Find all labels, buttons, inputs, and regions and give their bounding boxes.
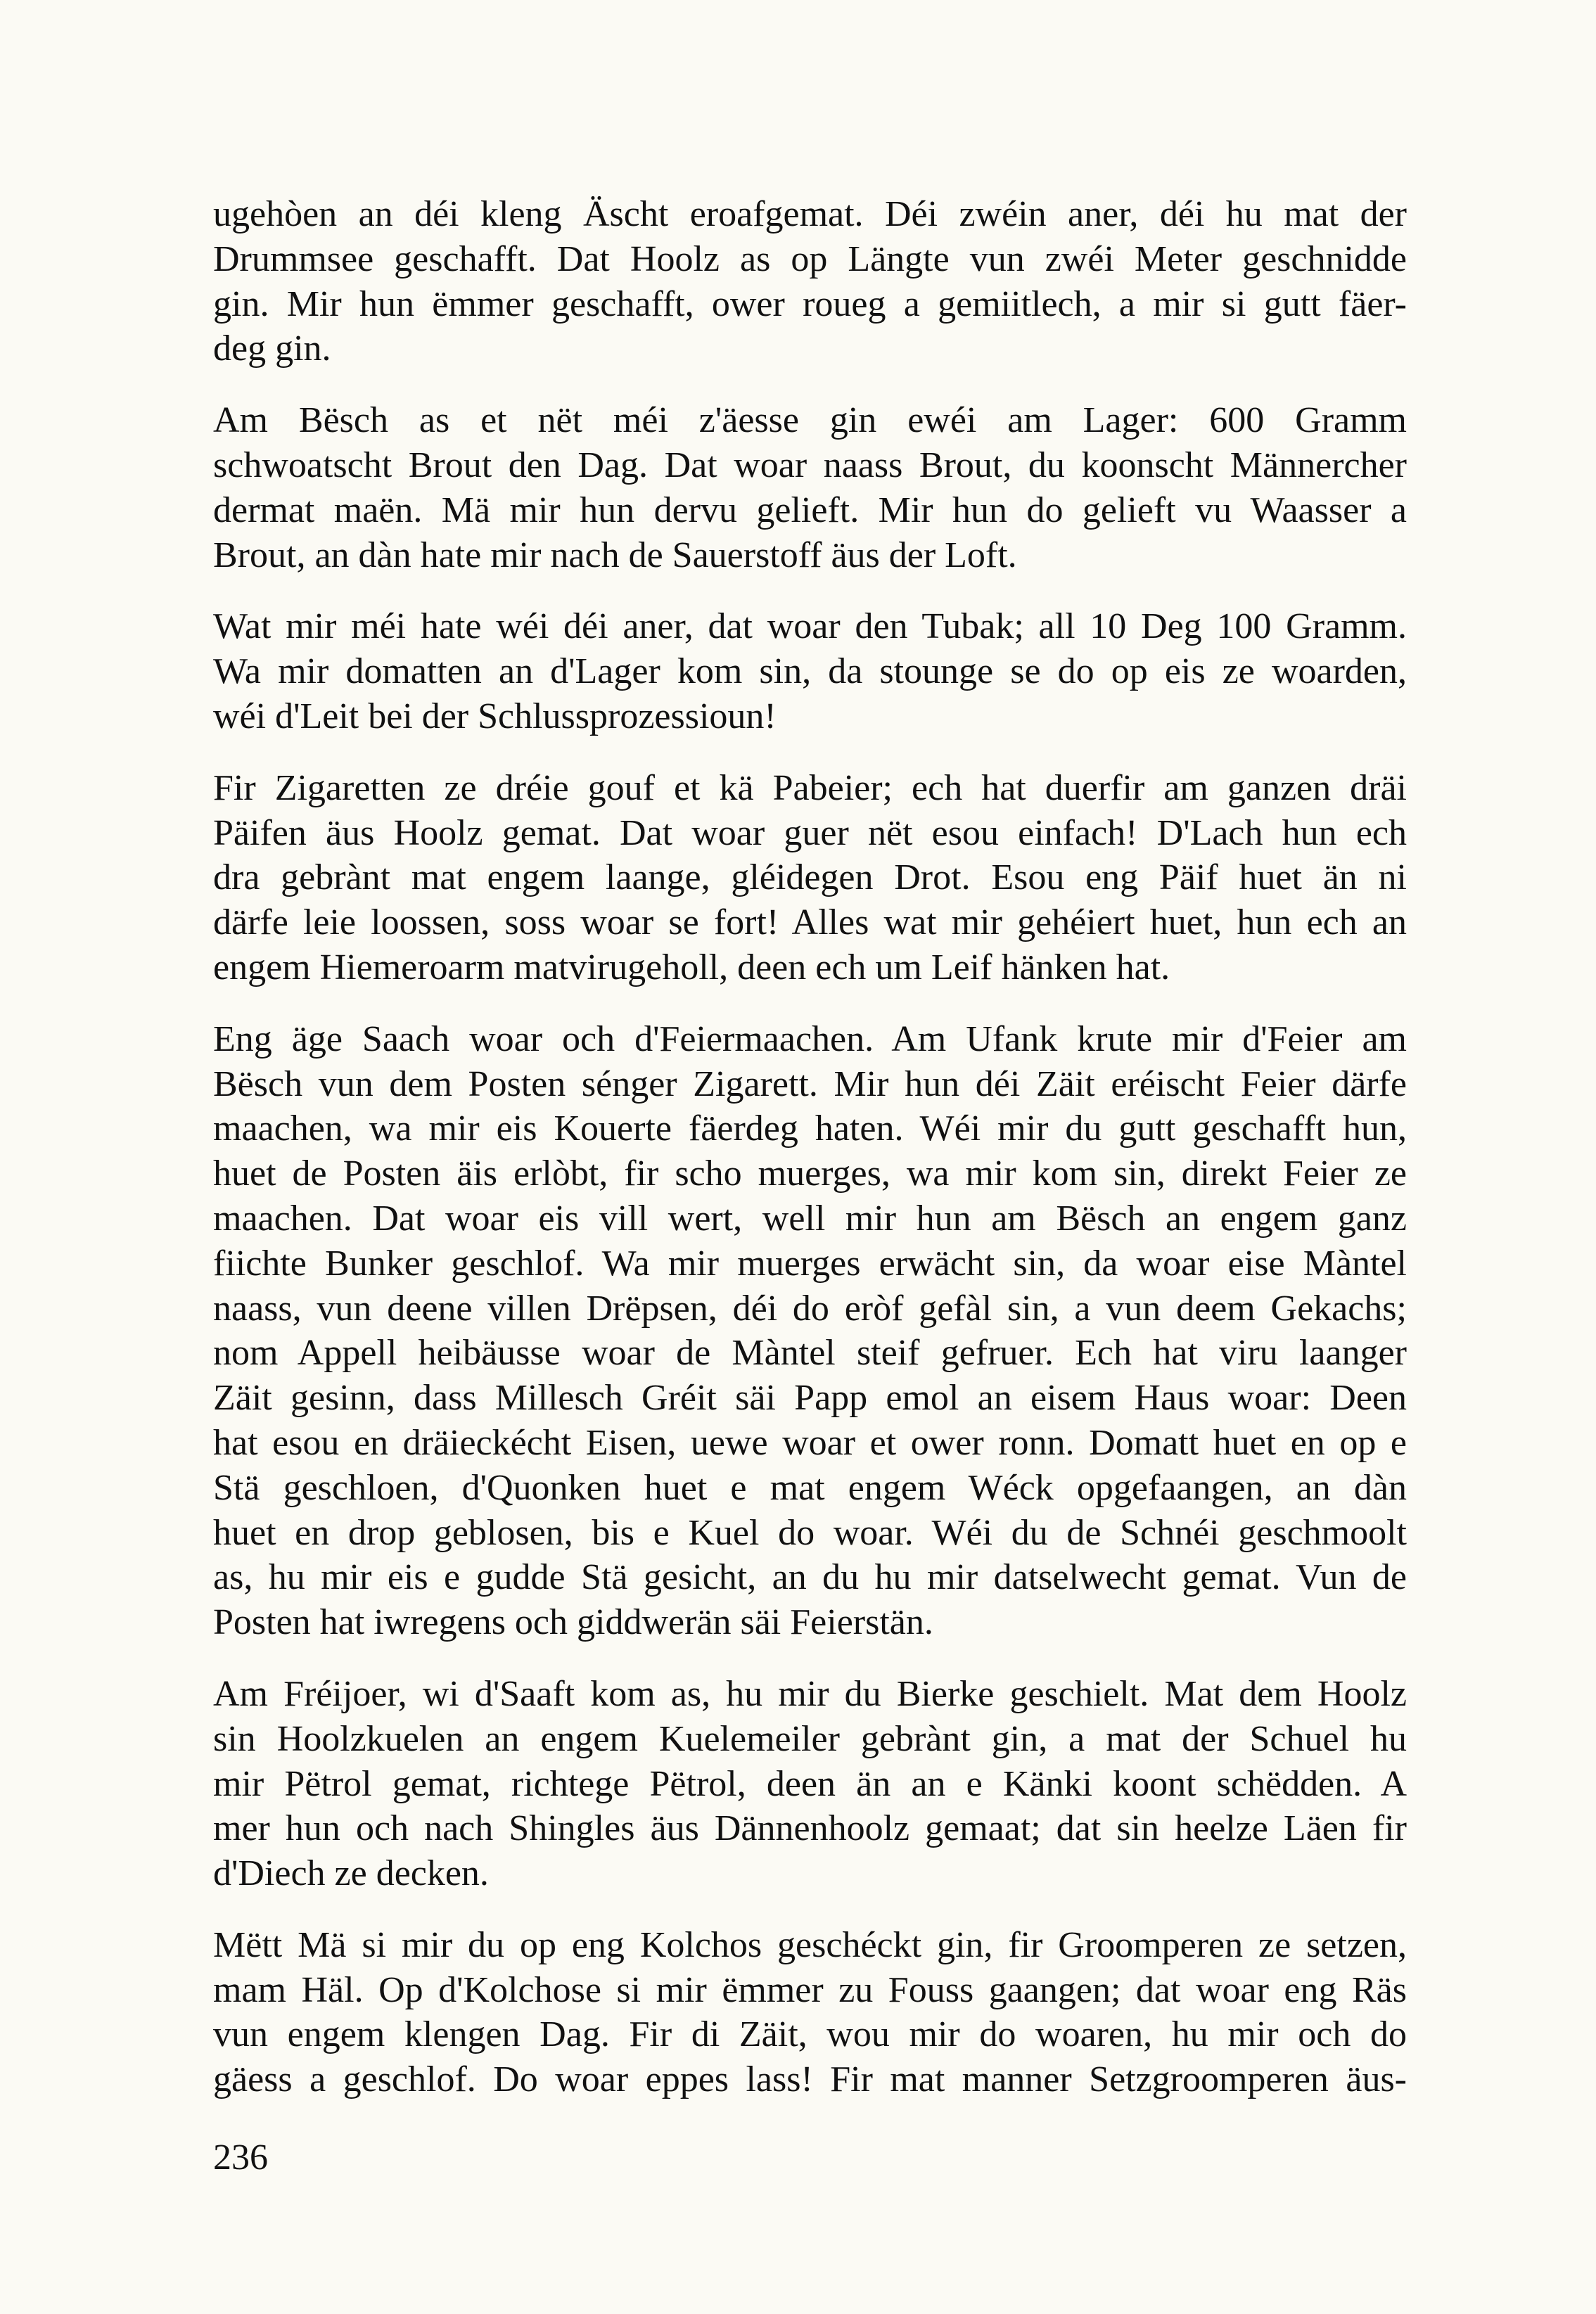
text-line: vun engem klengen Dag. Fir di Zäit, wou mir do woaren, hu mir och do <box>213 2014 1407 2055</box>
text-line: Stä geschloen, d'Quonken huet e mat engem Wéck opgefaangen, an dàn <box>213 1467 1407 1508</box>
paragraph <box>213 1923 1407 2102</box>
text-line: fiichte Bunker geschlof. Wa mir muerges erwächt sin, da woar eise Màntel <box>213 1243 1407 1284</box>
text-line: mer hun och nach Shingles äus Dännenhoolz gemaat; dat sin heelze Läen fir <box>213 1808 1407 1849</box>
text-line: nom Appell heibäusse woar de Màntel steif gefruer. Ech hat viru laanger <box>213 1333 1407 1374</box>
text-line: sin Hoolzkuelen an engem Kuelemeiler gebrànt gin, a mat der Schuel hu <box>213 1718 1407 1759</box>
text-line: maachen. Dat woar eis vill wert, well mir hun am Bësch an engem ganz <box>213 1198 1407 1239</box>
text-line: mir Pëtrol gemat, richtege Pëtrol, deen än an e Känki koont schëdden. A <box>213 1763 1407 1804</box>
text-line: huet de Posten äis erlòbt, fir scho muerges, wa mir kom sin, direkt Feier ze <box>213 1153 1407 1194</box>
paragraph <box>213 1672 1407 1896</box>
text-line: Brout, an dàn hate mir nach de Sauerstoff äus der Loft. <box>213 535 1017 575</box>
text-line: wéi d'Leit bei der Schlussprozessioun! <box>213 696 777 736</box>
text-line: naass, vun deene villen Drëpsen, déi do eròf gefàl sin, a vun deem Gekachs; <box>213 1288 1407 1329</box>
text-line: Am Bësch as et nët méi z'äesse gin ewéi am Lager: 600 Gramm <box>213 400 1407 441</box>
text-line: dra gebrànt mat engem laange, gléidegen Drot. Esou eng Päif huet än ni <box>213 857 1407 898</box>
text-line: deg gin. <box>213 328 331 369</box>
text-line: schwoatscht Brout den Dag. Dat woar naass Brout, du koonscht Männercher <box>213 445 1407 485</box>
text-line: huet en drop geblosen, bis e Kuel do woar. Wéi du de Schnéi geschmoolt <box>213 1512 1407 1553</box>
text-line: d'Diech ze decken. <box>213 1853 489 1894</box>
paragraph <box>213 192 1407 371</box>
text-line: hat esou en dräieckécht Eisen, uewe woar et ower ronn. Domatt huet en op e <box>213 1422 1407 1463</box>
text-line: maachen, wa mir eis Kouerte fäerdeg haten. Wéi mir du gutt geschafft hun, <box>213 1108 1407 1149</box>
text-line: Wat mir méi hate wéi déi aner, dat woar den Tubak; all 10 Deg 100 Gramm. <box>213 606 1407 647</box>
text-line: Fir Zigaretten ze dréie gouf et kä Pabeier; ech hat duerfir am ganzen dräi <box>213 767 1407 808</box>
text-line: gäess a geschlof. Do woar eppes lass! Fir mat manner Setzgroomperen äus- <box>213 2059 1407 2100</box>
text-line: Zäit gesinn, dass Millesch Gréit säi Papp emol an eisem Haus woar: Deen <box>213 1378 1407 1419</box>
text-line: Posten hat iwregens och giddwerän säi Feierstän. <box>213 1602 933 1643</box>
paragraph <box>213 1017 1407 1645</box>
text-line: gin. Mir hun ëmmer geschafft, ower roueg a gemiitlech, a mir si gutt fäer- <box>213 283 1407 324</box>
paragraph <box>213 398 1407 577</box>
text-line: Mëtt Mä si mir du op eng Kolchos geschéckt gin, fir Groomperen ze setzen, <box>213 1924 1407 1965</box>
text-line: Wa mir domatten an d'Lager kom sin, da stounge se do op eis ze woarden, <box>213 651 1407 692</box>
text-line: ugehòen an déi kleng Äscht eroafgemat. Déi zwéin aner, déi hu mat der <box>213 194 1407 234</box>
paragraph <box>213 766 1407 990</box>
text-line: mam Häl. Op d'Kolchose si mir ëmmer zu Fouss gaangen; dat woar eng Räs <box>213 1969 1407 2010</box>
text-line: Päifen äus Hoolz gemat. Dat woar guer nët esou einfach! D'Lach hun ech <box>213 812 1407 853</box>
text-line: Drummsee geschafft. Dat Hoolz as op Längte vun zwéi Meter geschnidde <box>213 238 1407 279</box>
text-line: Am Fréijoer, wi d'Saaft kom as, hu mir du Bierke geschielt. Mat dem Hoolz <box>213 1673 1407 1714</box>
body-text <box>213 192 1407 2129</box>
text-line: as, hu mir eis e gudde Stä gesicht, an du hu mir datselwecht gemat. Vun de <box>213 1557 1407 1598</box>
page-number: 236 <box>213 2137 268 2178</box>
text-line: engem Hiemeroarm matvirugeholl, deen ech um Leif hänken hat. <box>213 947 1170 987</box>
paragraph <box>213 604 1407 739</box>
text-line: dermat maën. Mä mir hun dervu gelieft. Mir hun do gelieft vu Waasser a <box>213 490 1407 530</box>
text-line: därfe leie loossen, soss woar se fort! Alles wat mir gehéiert huet, hun ech an <box>213 902 1407 943</box>
text-line: Bësch vun dem Posten sénger Zigarett. Mir hun déi Zäit eréischt Feier därfe <box>213 1063 1407 1104</box>
text-line: Eng äge Saach woar och d'Feiermaachen. Am Ufank krute mir d'Feier am <box>213 1018 1407 1059</box>
